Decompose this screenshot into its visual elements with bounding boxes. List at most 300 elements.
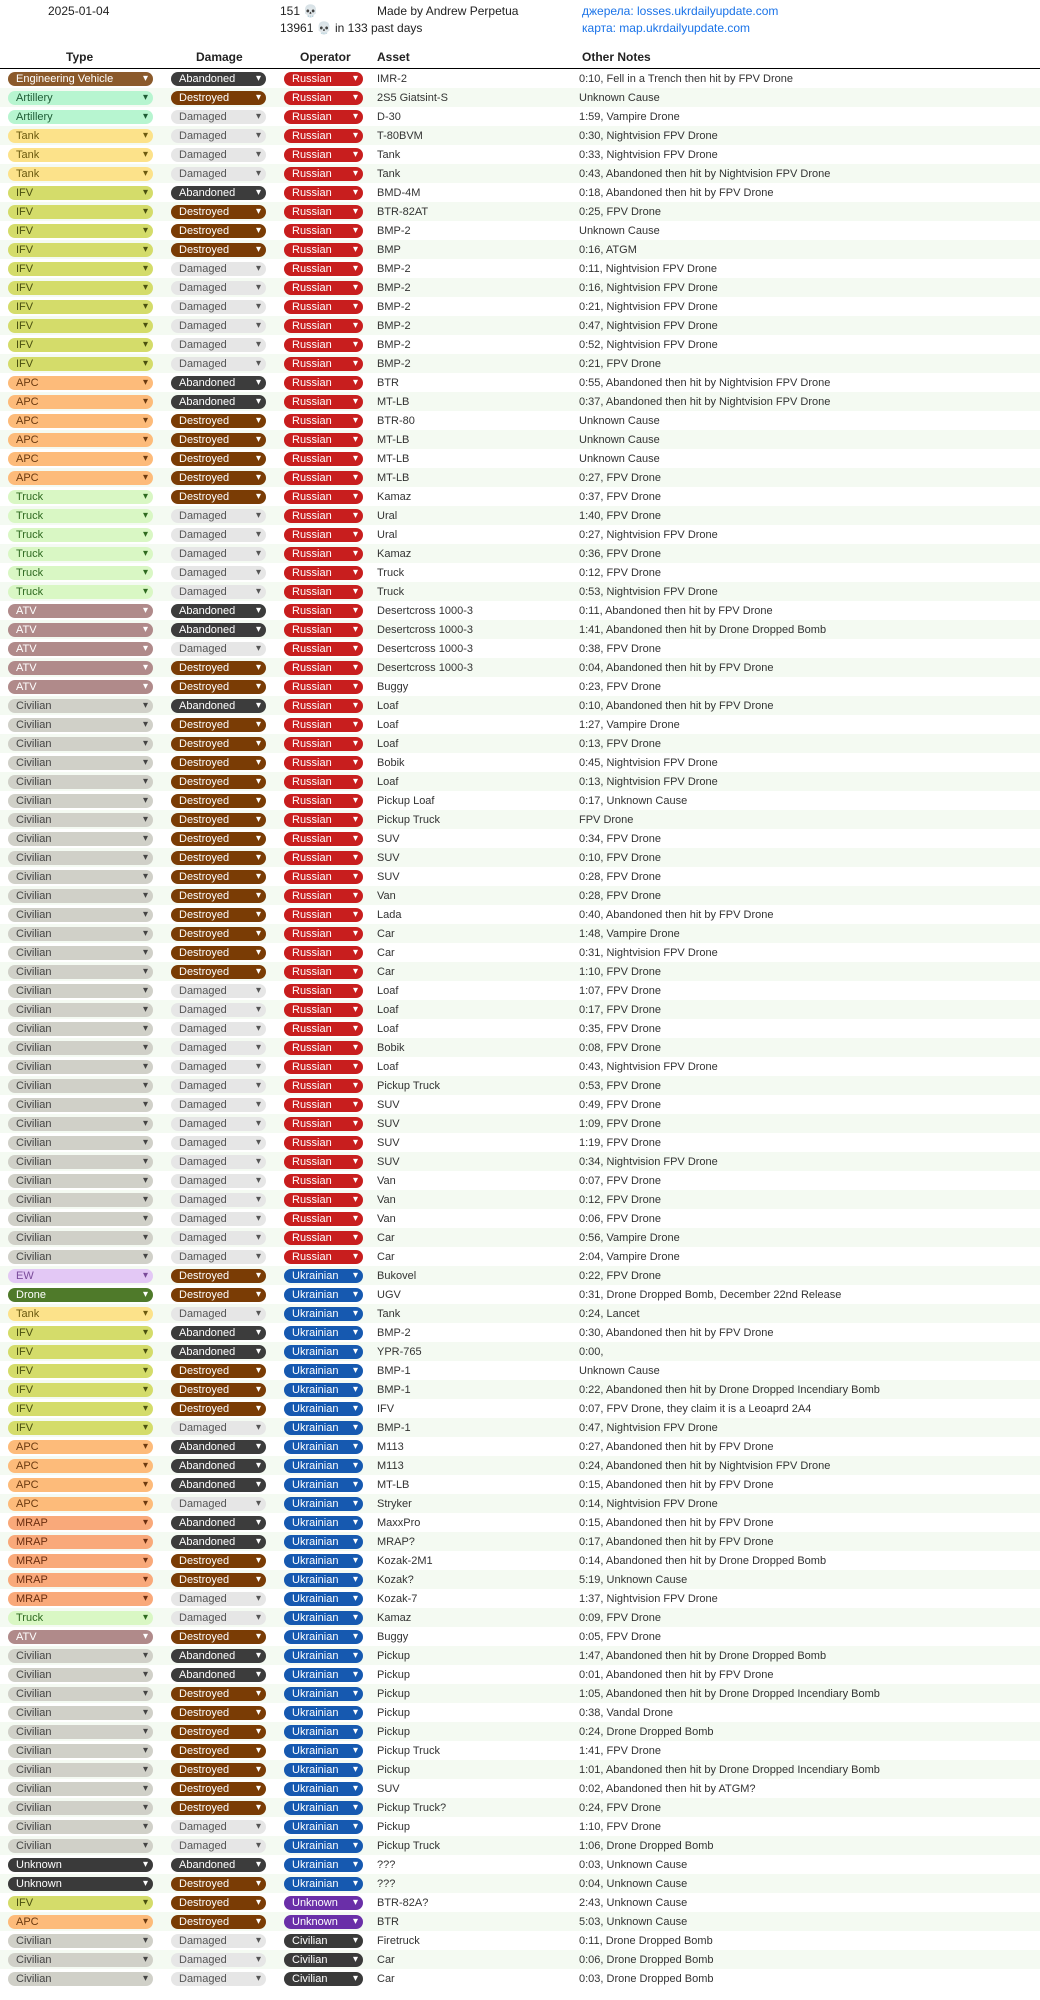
- damage-select[interactable]: Destroyed ▾: [171, 946, 266, 960]
- damage-select[interactable]: Destroyed ▾: [171, 414, 266, 428]
- operator-select[interactable]: Ukrainian ▾: [284, 1592, 363, 1606]
- operator-select[interactable]: Russian ▾: [284, 243, 363, 257]
- damage-select[interactable]: Damaged ▾: [171, 1611, 266, 1625]
- damage-select[interactable]: Damaged ▾: [171, 300, 266, 314]
- operator-select[interactable]: Russian ▾: [284, 1022, 363, 1036]
- type-select[interactable]: Civilian ▾: [8, 927, 153, 941]
- type-select[interactable]: Civilian ▾: [8, 946, 153, 960]
- type-select[interactable]: APC ▾: [8, 395, 153, 409]
- map-link[interactable]: карта: map.ukrdailyupdate.com: [582, 21, 751, 35]
- damage-select[interactable]: Damaged ▾: [171, 262, 266, 276]
- damage-select[interactable]: Destroyed ▾: [171, 1744, 266, 1758]
- type-select[interactable]: Civilian ▾: [8, 1231, 153, 1245]
- damage-select[interactable]: Damaged ▾: [171, 129, 266, 143]
- damage-select[interactable]: Destroyed ▾: [171, 1364, 266, 1378]
- operator-select[interactable]: Russian ▾: [284, 1117, 363, 1131]
- operator-select[interactable]: Russian ▾: [284, 889, 363, 903]
- type-select[interactable]: IFV ▾: [8, 281, 153, 295]
- type-select[interactable]: IFV ▾: [8, 243, 153, 257]
- operator-select[interactable]: Russian ▾: [284, 148, 363, 162]
- type-select[interactable]: Civilian ▾: [8, 1972, 153, 1986]
- type-select[interactable]: ATV ▾: [8, 661, 153, 675]
- operator-select[interactable]: Russian ▾: [284, 1193, 363, 1207]
- operator-select[interactable]: Russian ▾: [284, 870, 363, 884]
- type-select[interactable]: Civilian ▾: [8, 1212, 153, 1226]
- operator-select[interactable]: Ukrainian ▾: [284, 1478, 363, 1492]
- type-select[interactable]: Civilian ▾: [8, 1820, 153, 1834]
- type-select[interactable]: MRAP ▾: [8, 1535, 153, 1549]
- damage-select[interactable]: Destroyed ▾: [171, 1554, 266, 1568]
- operator-select[interactable]: Ukrainian ▾: [284, 1801, 363, 1815]
- type-select[interactable]: Civilian ▾: [8, 1953, 153, 1967]
- damage-select[interactable]: Damaged ▾: [171, 1934, 266, 1948]
- operator-select[interactable]: Russian ▾: [284, 414, 363, 428]
- type-select[interactable]: Truck ▾: [8, 585, 153, 599]
- operator-select[interactable]: Ukrainian ▾: [284, 1725, 363, 1739]
- operator-select[interactable]: Russian ▾: [284, 946, 363, 960]
- operator-select[interactable]: Russian ▾: [284, 585, 363, 599]
- damage-select[interactable]: Destroyed ▾: [171, 680, 266, 694]
- operator-select[interactable]: Russian ▾: [284, 357, 363, 371]
- damage-select[interactable]: Abandoned ▾: [171, 1478, 266, 1492]
- damage-select[interactable]: Damaged ▾: [171, 1307, 266, 1321]
- damage-select[interactable]: Destroyed ▾: [171, 433, 266, 447]
- operator-select[interactable]: Ukrainian ▾: [284, 1858, 363, 1872]
- type-select[interactable]: Civilian ▾: [8, 1706, 153, 1720]
- operator-select[interactable]: Russian ▾: [284, 1155, 363, 1169]
- type-select[interactable]: Civilian ▾: [8, 889, 153, 903]
- damage-select[interactable]: Damaged ▾: [171, 509, 266, 523]
- damage-select[interactable]: Abandoned ▾: [171, 1440, 266, 1454]
- operator-select[interactable]: Ukrainian ▾: [284, 1345, 363, 1359]
- damage-select[interactable]: Destroyed ▾: [171, 1573, 266, 1587]
- type-select[interactable]: Civilian ▾: [8, 737, 153, 751]
- damage-select[interactable]: Destroyed ▾: [171, 813, 266, 827]
- operator-select[interactable]: Russian ▾: [284, 1231, 363, 1245]
- operator-select[interactable]: Ukrainian ▾: [284, 1497, 363, 1511]
- damage-select[interactable]: Destroyed ▾: [171, 851, 266, 865]
- operator-select[interactable]: Russian ▾: [284, 1136, 363, 1150]
- operator-select[interactable]: Ukrainian ▾: [284, 1706, 363, 1720]
- operator-select[interactable]: Russian ▾: [284, 395, 363, 409]
- type-select[interactable]: Truck ▾: [8, 1611, 153, 1625]
- type-select[interactable]: Civilian ▾: [8, 1782, 153, 1796]
- operator-select[interactable]: Russian ▾: [284, 566, 363, 580]
- type-select[interactable]: Civilian ▾: [8, 1022, 153, 1036]
- damage-select[interactable]: Abandoned ▾: [171, 1459, 266, 1473]
- operator-select[interactable]: Unknown ▾: [284, 1896, 363, 1910]
- damage-select[interactable]: Destroyed ▾: [171, 471, 266, 485]
- sources-link[interactable]: джерела: losses.ukrdailyupdate.com: [582, 4, 779, 18]
- operator-select[interactable]: Russian ▾: [284, 794, 363, 808]
- operator-select[interactable]: Russian ▾: [284, 1003, 363, 1017]
- type-select[interactable]: Civilian ▾: [8, 1687, 153, 1701]
- damage-select[interactable]: Destroyed ▾: [171, 1896, 266, 1910]
- type-select[interactable]: ATV ▾: [8, 680, 153, 694]
- type-select[interactable]: EW ▾: [8, 1269, 153, 1283]
- type-select[interactable]: APC ▾: [8, 1478, 153, 1492]
- damage-select[interactable]: Damaged ▾: [171, 528, 266, 542]
- type-select[interactable]: Civilian ▾: [8, 1155, 153, 1169]
- damage-select[interactable]: Destroyed ▾: [171, 908, 266, 922]
- operator-select[interactable]: Russian ▾: [284, 433, 363, 447]
- damage-select[interactable]: Destroyed ▾: [171, 205, 266, 219]
- damage-select[interactable]: Abandoned ▾: [171, 1326, 266, 1340]
- operator-select[interactable]: Russian ▾: [284, 1174, 363, 1188]
- damage-select[interactable]: Damaged ▾: [171, 338, 266, 352]
- damage-select[interactable]: Damaged ▾: [171, 1041, 266, 1055]
- operator-select[interactable]: Ukrainian ▾: [284, 1421, 363, 1435]
- damage-select[interactable]: Destroyed ▾: [171, 661, 266, 675]
- damage-select[interactable]: Damaged ▾: [171, 1193, 266, 1207]
- type-select[interactable]: Civilian ▾: [8, 1839, 153, 1853]
- operator-select[interactable]: Ukrainian ▾: [284, 1763, 363, 1777]
- type-select[interactable]: MRAP ▾: [8, 1573, 153, 1587]
- operator-select[interactable]: Russian ▾: [284, 1060, 363, 1074]
- operator-select[interactable]: Ukrainian ▾: [284, 1440, 363, 1454]
- operator-select[interactable]: Russian ▾: [284, 642, 363, 656]
- operator-select[interactable]: Russian ▾: [284, 186, 363, 200]
- damage-select[interactable]: Destroyed ▾: [171, 1725, 266, 1739]
- operator-select[interactable]: Russian ▾: [284, 927, 363, 941]
- type-select[interactable]: Civilian ▾: [8, 1136, 153, 1150]
- type-select[interactable]: Civilian ▾: [8, 756, 153, 770]
- damage-select[interactable]: Damaged ▾: [171, 1155, 266, 1169]
- damage-select[interactable]: Destroyed ▾: [171, 718, 266, 732]
- operator-select[interactable]: Civilian ▾: [284, 1953, 363, 1967]
- type-select[interactable]: Civilian ▾: [8, 1744, 153, 1758]
- operator-select[interactable]: Russian ▾: [284, 452, 363, 466]
- type-select[interactable]: IFV ▾: [8, 205, 153, 219]
- damage-select[interactable]: Damaged ▾: [171, 1231, 266, 1245]
- damage-select[interactable]: Damaged ▾: [171, 319, 266, 333]
- operator-select[interactable]: Ukrainian ▾: [284, 1649, 363, 1663]
- damage-select[interactable]: Destroyed ▾: [171, 889, 266, 903]
- operator-select[interactable]: Ukrainian ▾: [284, 1630, 363, 1644]
- operator-select[interactable]: Russian ▾: [284, 1250, 363, 1264]
- operator-select[interactable]: Russian ▾: [284, 376, 363, 390]
- damage-select[interactable]: Destroyed ▾: [171, 1383, 266, 1397]
- operator-select[interactable]: Russian ▾: [284, 1098, 363, 1112]
- type-select[interactable]: Civilian ▾: [8, 1763, 153, 1777]
- type-select[interactable]: IFV ▾: [8, 1326, 153, 1340]
- type-select[interactable]: Truck ▾: [8, 528, 153, 542]
- damage-select[interactable]: Damaged ▾: [171, 167, 266, 181]
- damage-select[interactable]: Damaged ▾: [171, 1820, 266, 1834]
- operator-select[interactable]: Russian ▾: [284, 110, 363, 124]
- type-select[interactable]: MRAP ▾: [8, 1516, 153, 1530]
- type-select[interactable]: Civilian ▾: [8, 851, 153, 865]
- type-select[interactable]: APC ▾: [8, 1497, 153, 1511]
- type-select[interactable]: IFV ▾: [8, 1402, 153, 1416]
- operator-select[interactable]: Russian ▾: [284, 832, 363, 846]
- operator-select[interactable]: Russian ▾: [284, 604, 363, 618]
- type-select[interactable]: APC ▾: [8, 433, 153, 447]
- type-select[interactable]: Truck ▾: [8, 509, 153, 523]
- type-select[interactable]: IFV ▾: [8, 300, 153, 314]
- damage-select[interactable]: Abandoned ▾: [171, 1858, 266, 1872]
- type-select[interactable]: APC ▾: [8, 1440, 153, 1454]
- type-select[interactable]: Civilian ▾: [8, 1250, 153, 1264]
- damage-select[interactable]: Damaged ▾: [171, 357, 266, 371]
- damage-select[interactable]: Destroyed ▾: [171, 870, 266, 884]
- type-select[interactable]: Civilian ▾: [8, 699, 153, 713]
- damage-select[interactable]: Destroyed ▾: [171, 775, 266, 789]
- operator-select[interactable]: Russian ▾: [284, 699, 363, 713]
- type-select[interactable]: Civilian ▾: [8, 965, 153, 979]
- damage-select[interactable]: Destroyed ▾: [171, 1630, 266, 1644]
- type-select[interactable]: ATV ▾: [8, 642, 153, 656]
- operator-select[interactable]: Russian ▾: [284, 509, 363, 523]
- type-select[interactable]: APC ▾: [8, 471, 153, 485]
- operator-select[interactable]: Ukrainian ▾: [284, 1364, 363, 1378]
- type-select[interactable]: Drone ▾: [8, 1288, 153, 1302]
- damage-select[interactable]: Destroyed ▾: [171, 1877, 266, 1891]
- type-select[interactable]: Civilian ▾: [8, 1801, 153, 1815]
- damage-select[interactable]: Abandoned ▾: [171, 376, 266, 390]
- damage-select[interactable]: Destroyed ▾: [171, 794, 266, 808]
- damage-select[interactable]: Destroyed ▾: [171, 452, 266, 466]
- operator-select[interactable]: Ukrainian ▾: [284, 1554, 363, 1568]
- damage-select[interactable]: Damaged ▾: [171, 148, 266, 162]
- damage-select[interactable]: Damaged ▾: [171, 1098, 266, 1112]
- damage-select[interactable]: Abandoned ▾: [171, 186, 266, 200]
- damage-select[interactable]: Abandoned ▾: [171, 1649, 266, 1663]
- operator-select[interactable]: Russian ▾: [284, 908, 363, 922]
- type-select[interactable]: MRAP ▾: [8, 1554, 153, 1568]
- operator-select[interactable]: Russian ▾: [284, 471, 363, 485]
- damage-select[interactable]: Damaged ▾: [171, 1972, 266, 1986]
- damage-select[interactable]: Damaged ▾: [171, 1839, 266, 1853]
- operator-select[interactable]: Ukrainian ▾: [284, 1535, 363, 1549]
- type-select[interactable]: Civilian ▾: [8, 1934, 153, 1948]
- operator-select[interactable]: Ukrainian ▾: [284, 1839, 363, 1853]
- operator-select[interactable]: Ukrainian ▾: [284, 1288, 363, 1302]
- damage-select[interactable]: Damaged ▾: [171, 547, 266, 561]
- type-select[interactable]: Civilian ▾: [8, 794, 153, 808]
- operator-select[interactable]: Russian ▾: [284, 319, 363, 333]
- operator-select[interactable]: Russian ▾: [284, 775, 363, 789]
- type-select[interactable]: APC ▾: [8, 452, 153, 466]
- type-select[interactable]: ATV ▾: [8, 1630, 153, 1644]
- damage-select[interactable]: Abandoned ▾: [171, 395, 266, 409]
- type-select[interactable]: Civilian ▾: [8, 1003, 153, 1017]
- type-select[interactable]: IFV ▾: [8, 1896, 153, 1910]
- damage-select[interactable]: Damaged ▾: [171, 110, 266, 124]
- operator-select[interactable]: Ukrainian ▾: [284, 1269, 363, 1283]
- type-select[interactable]: IFV ▾: [8, 338, 153, 352]
- operator-select[interactable]: Ukrainian ▾: [284, 1459, 363, 1473]
- operator-select[interactable]: Ukrainian ▾: [284, 1687, 363, 1701]
- damage-select[interactable]: Damaged ▾: [171, 1003, 266, 1017]
- operator-select[interactable]: Ukrainian ▾: [284, 1383, 363, 1397]
- operator-select[interactable]: Civilian ▾: [284, 1934, 363, 1948]
- type-select[interactable]: Civilian ▾: [8, 1725, 153, 1739]
- type-select[interactable]: Tank ▾: [8, 148, 153, 162]
- operator-select[interactable]: Russian ▾: [284, 490, 363, 504]
- damage-select[interactable]: Destroyed ▾: [171, 965, 266, 979]
- damage-select[interactable]: Destroyed ▾: [171, 91, 266, 105]
- operator-select[interactable]: Ukrainian ▾: [284, 1611, 363, 1625]
- type-select[interactable]: Civilian ▾: [8, 718, 153, 732]
- operator-select[interactable]: Ukrainian ▾: [284, 1877, 363, 1891]
- type-select[interactable]: Civilian ▾: [8, 1174, 153, 1188]
- operator-select[interactable]: Russian ▾: [284, 262, 363, 276]
- type-select[interactable]: IFV ▾: [8, 1421, 153, 1435]
- operator-select[interactable]: Ukrainian ▾: [284, 1744, 363, 1758]
- operator-select[interactable]: Russian ▾: [284, 737, 363, 751]
- damage-select[interactable]: Abandoned ▾: [171, 1535, 266, 1549]
- operator-select[interactable]: Ukrainian ▾: [284, 1516, 363, 1530]
- operator-select[interactable]: Ukrainian ▾: [284, 1820, 363, 1834]
- operator-select[interactable]: Russian ▾: [284, 680, 363, 694]
- type-select[interactable]: Unknown ▾: [8, 1858, 153, 1872]
- damage-select[interactable]: Destroyed ▾: [171, 1915, 266, 1929]
- type-select[interactable]: Truck ▾: [8, 566, 153, 580]
- operator-select[interactable]: Ukrainian ▾: [284, 1668, 363, 1682]
- operator-select[interactable]: Civilian ▾: [284, 1972, 363, 1986]
- type-select[interactable]: APC ▾: [8, 1915, 153, 1929]
- damage-select[interactable]: Abandoned ▾: [171, 604, 266, 618]
- damage-select[interactable]: Destroyed ▾: [171, 1763, 266, 1777]
- operator-select[interactable]: Russian ▾: [284, 281, 363, 295]
- damage-select[interactable]: Damaged ▾: [171, 1060, 266, 1074]
- type-select[interactable]: IFV ▾: [8, 1364, 153, 1378]
- operator-select[interactable]: Russian ▾: [284, 129, 363, 143]
- damage-select[interactable]: Destroyed ▾: [171, 737, 266, 751]
- type-select[interactable]: Civilian ▾: [8, 1668, 153, 1682]
- operator-select[interactable]: Russian ▾: [284, 718, 363, 732]
- damage-select[interactable]: Damaged ▾: [171, 1174, 266, 1188]
- damage-select[interactable]: Abandoned ▾: [171, 1345, 266, 1359]
- damage-select[interactable]: Damaged ▾: [171, 1953, 266, 1967]
- type-select[interactable]: Civilian ▾: [8, 1079, 153, 1093]
- damage-select[interactable]: Abandoned ▾: [171, 699, 266, 713]
- damage-select[interactable]: Destroyed ▾: [171, 832, 266, 846]
- damage-select[interactable]: Damaged ▾: [171, 1592, 266, 1606]
- type-select[interactable]: Civilian ▾: [8, 1098, 153, 1112]
- type-select[interactable]: Civilian ▾: [8, 775, 153, 789]
- damage-select[interactable]: Abandoned ▾: [171, 1516, 266, 1530]
- operator-select[interactable]: Russian ▾: [284, 72, 363, 86]
- type-select[interactable]: Truck ▾: [8, 547, 153, 561]
- damage-select[interactable]: Damaged ▾: [171, 1497, 266, 1511]
- damage-select[interactable]: Destroyed ▾: [171, 490, 266, 504]
- type-select[interactable]: IFV ▾: [8, 357, 153, 371]
- damage-select[interactable]: Destroyed ▾: [171, 1288, 266, 1302]
- type-select[interactable]: Tank ▾: [8, 1307, 153, 1321]
- damage-select[interactable]: Abandoned ▾: [171, 623, 266, 637]
- type-select[interactable]: ATV ▾: [8, 623, 153, 637]
- damage-select[interactable]: Destroyed ▾: [171, 1402, 266, 1416]
- damage-select[interactable]: Damaged ▾: [171, 1079, 266, 1093]
- type-select[interactable]: IFV ▾: [8, 319, 153, 333]
- operator-select[interactable]: Ukrainian ▾: [284, 1573, 363, 1587]
- damage-select[interactable]: Damaged ▾: [171, 566, 266, 580]
- type-select[interactable]: APC ▾: [8, 1459, 153, 1473]
- damage-select[interactable]: Damaged ▾: [171, 281, 266, 295]
- type-select[interactable]: APC ▾: [8, 414, 153, 428]
- type-select[interactable]: IFV ▾: [8, 186, 153, 200]
- damage-select[interactable]: Damaged ▾: [171, 1136, 266, 1150]
- operator-select[interactable]: Ukrainian ▾: [284, 1782, 363, 1796]
- type-select[interactable]: ATV ▾: [8, 604, 153, 618]
- damage-select[interactable]: Destroyed ▾: [171, 1706, 266, 1720]
- operator-select[interactable]: Russian ▾: [284, 224, 363, 238]
- damage-select[interactable]: Destroyed ▾: [171, 927, 266, 941]
- type-select[interactable]: Artillery ▾: [8, 110, 153, 124]
- type-select[interactable]: Civilian ▾: [8, 984, 153, 998]
- operator-select[interactable]: Russian ▾: [284, 1079, 363, 1093]
- operator-select[interactable]: Russian ▾: [284, 528, 363, 542]
- operator-select[interactable]: Unknown ▾: [284, 1915, 363, 1929]
- damage-select[interactable]: Abandoned ▾: [171, 1668, 266, 1682]
- operator-select[interactable]: Russian ▾: [284, 984, 363, 998]
- type-select[interactable]: Unknown ▾: [8, 1877, 153, 1891]
- type-select[interactable]: Civilian ▾: [8, 1649, 153, 1663]
- type-select[interactable]: Civilian ▾: [8, 908, 153, 922]
- operator-select[interactable]: Ukrainian ▾: [284, 1307, 363, 1321]
- type-select[interactable]: Engineering Vehicle ▾: [8, 72, 153, 86]
- type-select[interactable]: Civilian ▾: [8, 1041, 153, 1055]
- damage-select[interactable]: Damaged ▾: [171, 1117, 266, 1131]
- damage-select[interactable]: Damaged ▾: [171, 642, 266, 656]
- type-select[interactable]: IFV ▾: [8, 224, 153, 238]
- type-select[interactable]: Civilian ▾: [8, 1117, 153, 1131]
- damage-select[interactable]: Damaged ▾: [171, 585, 266, 599]
- type-select[interactable]: Tank ▾: [8, 167, 153, 181]
- operator-select[interactable]: Russian ▾: [284, 91, 363, 105]
- operator-select[interactable]: Russian ▾: [284, 1212, 363, 1226]
- type-select[interactable]: Civilian ▾: [8, 832, 153, 846]
- operator-select[interactable]: Russian ▾: [284, 167, 363, 181]
- damage-select[interactable]: Destroyed ▾: [171, 243, 266, 257]
- damage-select[interactable]: Destroyed ▾: [171, 1269, 266, 1283]
- operator-select[interactable]: Russian ▾: [284, 851, 363, 865]
- damage-select[interactable]: Destroyed ▾: [171, 1687, 266, 1701]
- damage-select[interactable]: Damaged ▾: [171, 1421, 266, 1435]
- operator-select[interactable]: Russian ▾: [284, 813, 363, 827]
- damage-select[interactable]: Damaged ▾: [171, 1250, 266, 1264]
- type-select[interactable]: Civilian ▾: [8, 813, 153, 827]
- operator-select[interactable]: Russian ▾: [284, 661, 363, 675]
- damage-select[interactable]: Damaged ▾: [171, 984, 266, 998]
- operator-select[interactable]: Ukrainian ▾: [284, 1326, 363, 1340]
- operator-select[interactable]: Russian ▾: [284, 338, 363, 352]
- type-select[interactable]: Artillery ▾: [8, 91, 153, 105]
- damage-select[interactable]: Destroyed ▾: [171, 1801, 266, 1815]
- type-select[interactable]: IFV ▾: [8, 1345, 153, 1359]
- type-select[interactable]: MRAP ▾: [8, 1592, 153, 1606]
- operator-select[interactable]: Russian ▾: [284, 756, 363, 770]
- operator-select[interactable]: Russian ▾: [284, 623, 363, 637]
- damage-select[interactable]: Destroyed ▾: [171, 224, 266, 238]
- operator-select[interactable]: Russian ▾: [284, 965, 363, 979]
- type-select[interactable]: Civilian ▾: [8, 870, 153, 884]
- operator-select[interactable]: Russian ▾: [284, 1041, 363, 1055]
- type-select[interactable]: IFV ▾: [8, 262, 153, 276]
- damage-select[interactable]: Abandoned ▾: [171, 72, 266, 86]
- damage-select[interactable]: Damaged ▾: [171, 1212, 266, 1226]
- operator-select[interactable]: Russian ▾: [284, 205, 363, 219]
- type-select[interactable]: Truck ▾: [8, 490, 153, 504]
- damage-select[interactable]: Damaged ▾: [171, 1022, 266, 1036]
- type-select[interactable]: Civilian ▾: [8, 1193, 153, 1207]
- damage-select[interactable]: Destroyed ▾: [171, 1782, 266, 1796]
- type-select[interactable]: IFV ▾: [8, 1383, 153, 1397]
- type-select[interactable]: Tank ▾: [8, 129, 153, 143]
- operator-select[interactable]: Russian ▾: [284, 547, 363, 561]
